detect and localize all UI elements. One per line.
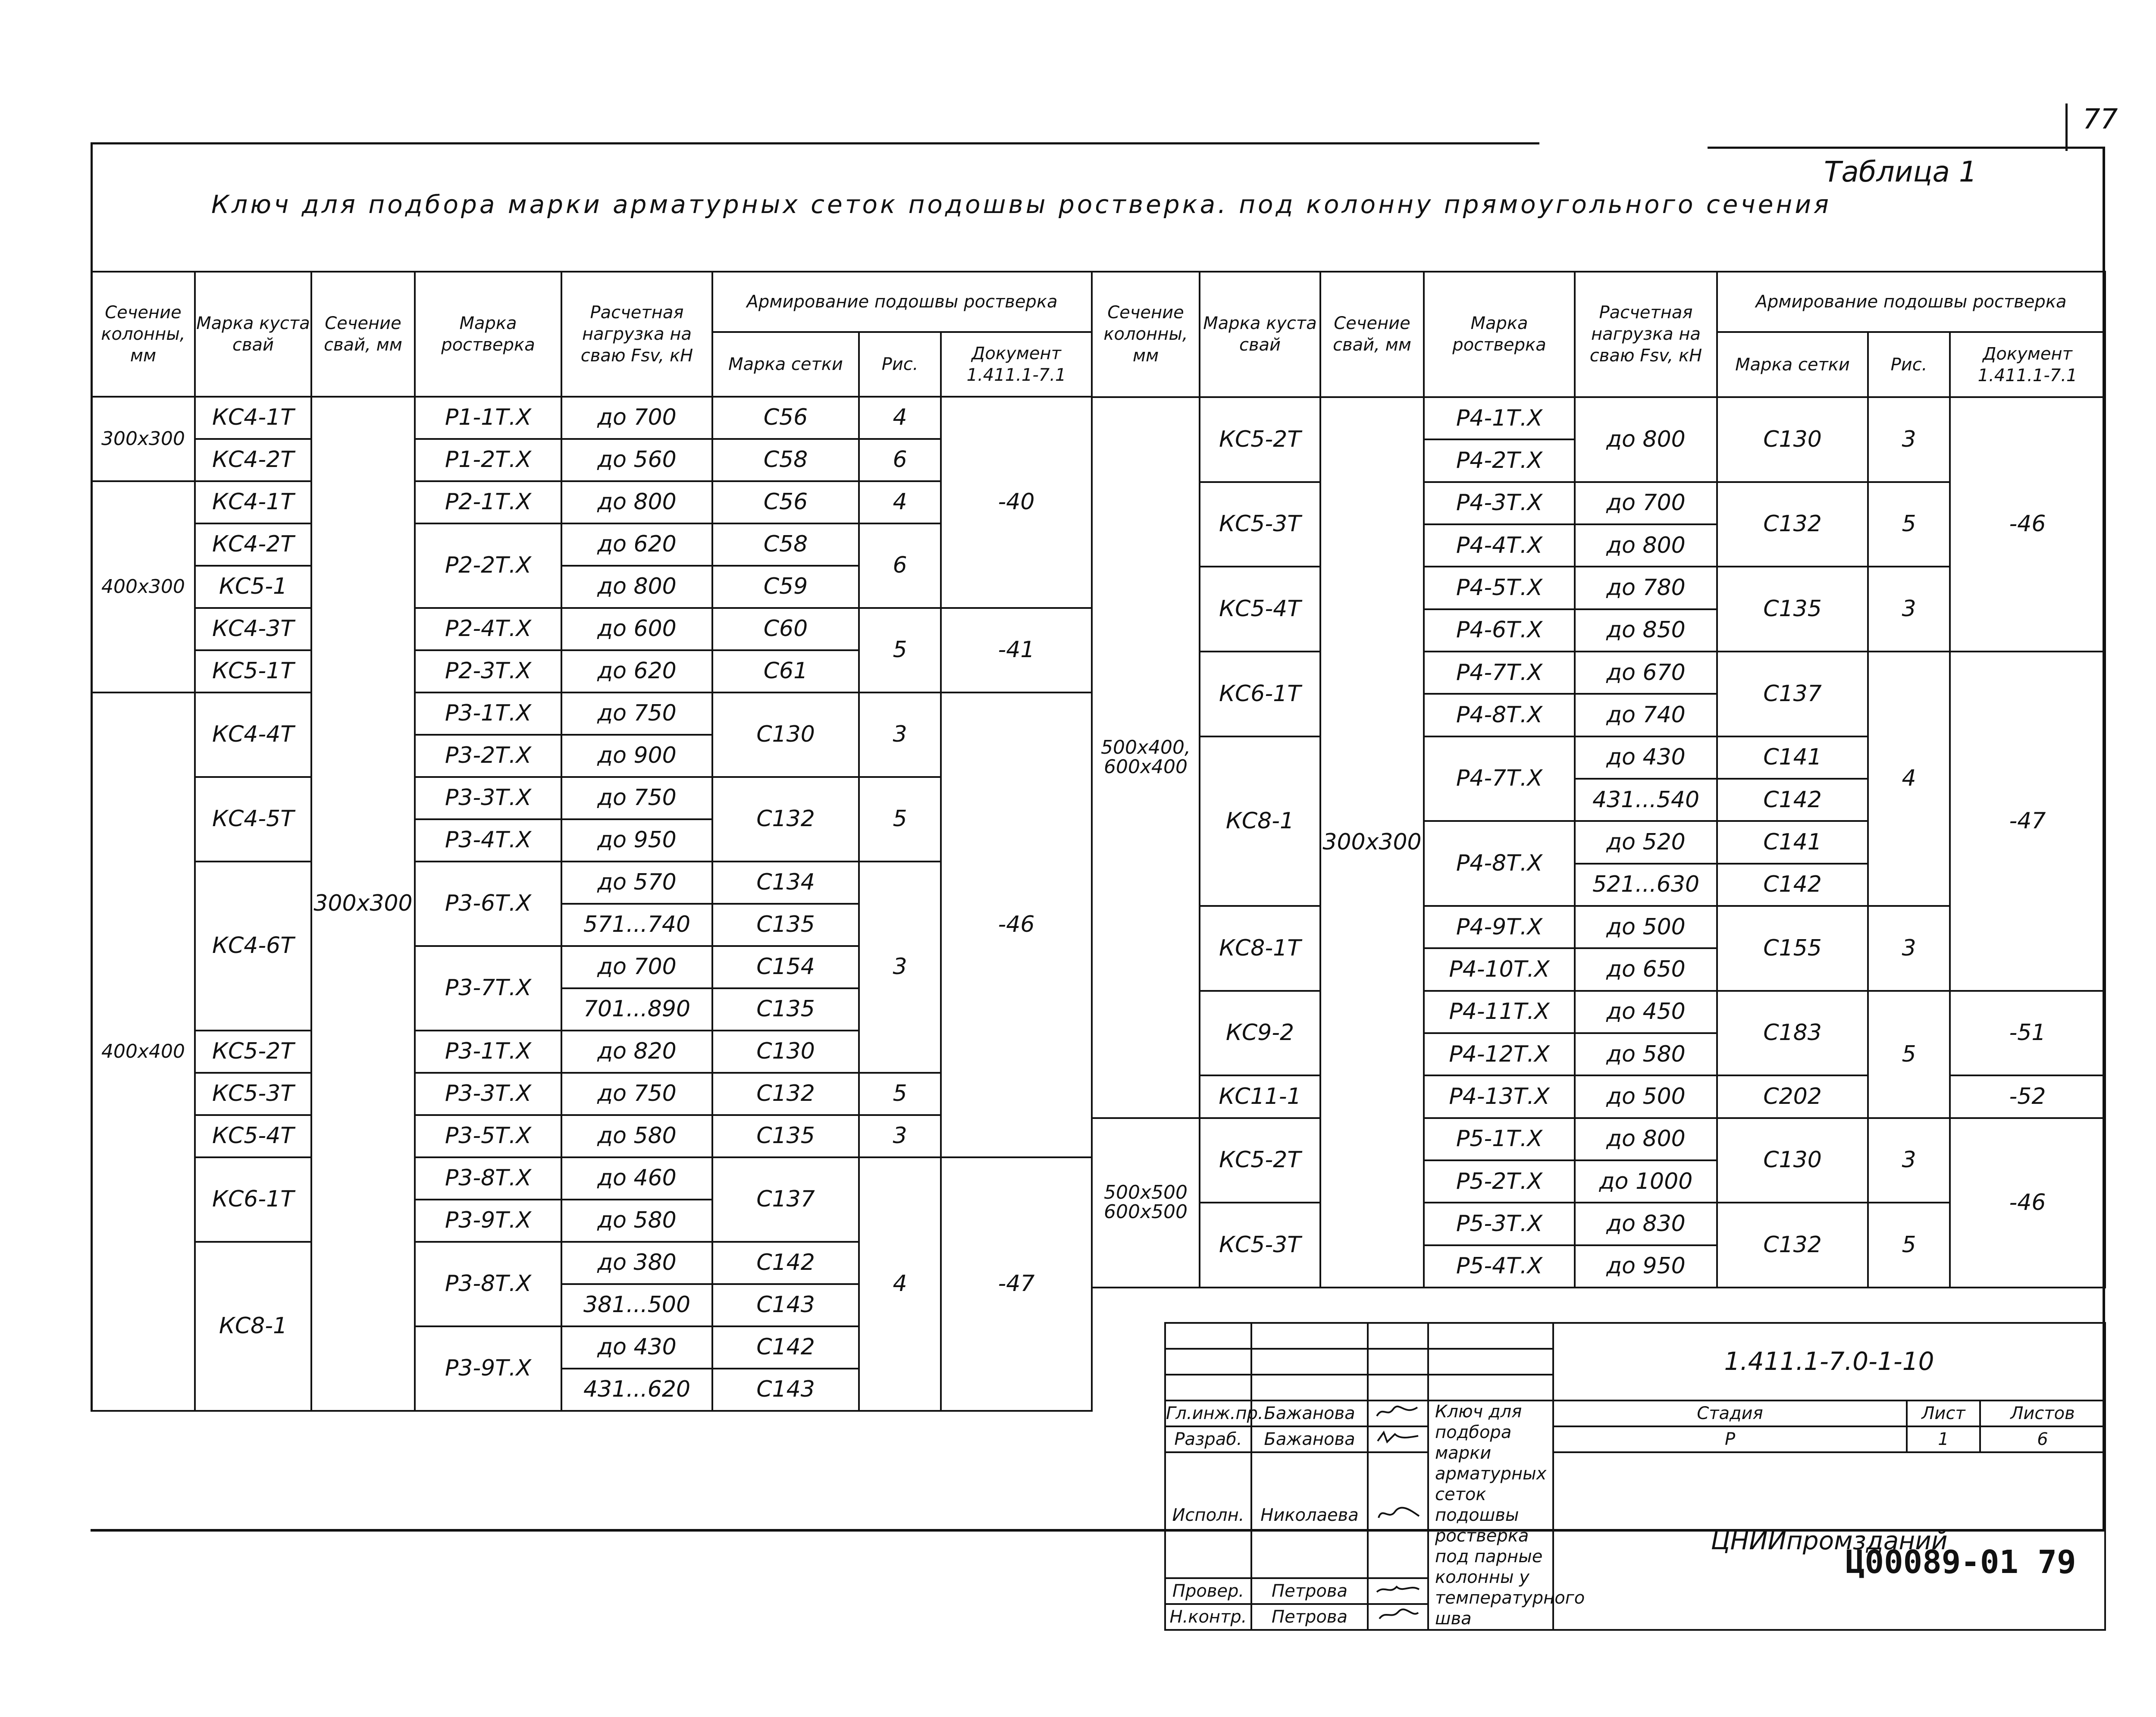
load-cell: до 380 <box>561 1242 712 1284</box>
fig-cell: 4 <box>1868 652 1950 906</box>
load-cell: до 430 <box>561 1326 712 1369</box>
mesh-cell: С56 <box>712 481 859 523</box>
mesh-cell: С130 <box>712 692 859 777</box>
pile-group-cell: КС4-5Т <box>195 777 311 862</box>
fig-cell: 5 <box>859 1073 941 1115</box>
document-code: 1.411.1-7.0-1-10 <box>1553 1323 2105 1401</box>
grillage-cell: Р4-8Т.Х <box>1424 694 1575 736</box>
stamp-blank <box>1251 1323 1368 1349</box>
load-cell: до 800 <box>1575 524 1717 567</box>
sheets-value: 6 <box>1980 1426 2105 1452</box>
load-cell: до 600 <box>561 608 712 650</box>
mesh-cell: С142 <box>1717 864 1868 906</box>
stamp-role: Н.контр. <box>1165 1604 1251 1630</box>
grillage-cell: Р3-1Т.Х <box>415 692 561 735</box>
doc-cell: -52 <box>1950 1075 2105 1118</box>
grillage-cell: Р5-3Т.Х <box>1424 1203 1575 1245</box>
fig-cell: 5 <box>859 777 941 862</box>
pile-group-cell: КС8-1Т <box>1200 906 1320 991</box>
load-cell: до 620 <box>561 650 712 692</box>
stamp-name: Петрова <box>1251 1604 1368 1630</box>
doc-cell: -47 <box>1950 652 2105 991</box>
load-cell: до 560 <box>561 439 712 481</box>
pile-group-cell: КС4-1Т <box>195 397 311 439</box>
mesh-cell: С135 <box>712 904 859 946</box>
doc-cell: -51 <box>1950 991 2105 1076</box>
load-cell: до 820 <box>561 1031 712 1073</box>
mesh-cell: С61 <box>712 650 859 692</box>
section-value: 500x500 <box>1103 1181 1188 1204</box>
grillage-cell: Р3-7Т.Х <box>415 946 561 1031</box>
stamp-role: Провер. <box>1165 1578 1251 1604</box>
stamp-blank <box>1368 1375 1428 1401</box>
col-grillage-header: Марка ростверка <box>415 272 561 397</box>
stamp-name: Николаева <box>1251 1452 1368 1578</box>
load-cell: до 900 <box>561 735 712 777</box>
grillage-cell: Р3-3Т.Х <box>415 1073 561 1115</box>
section-cell <box>1092 1118 1200 1288</box>
sheet-value: 1 <box>1907 1426 1980 1452</box>
load-cell: 431...540 <box>1575 779 1717 821</box>
grillage-cell: Р3-4Т.Х <box>415 819 561 862</box>
left-table <box>91 271 1093 1412</box>
load-cell: до 650 <box>1575 948 1717 990</box>
fig-cell: 5 <box>1868 1203 1950 1288</box>
stamp-signature <box>1368 1604 1428 1630</box>
grillage-cell: Р3-1Т.Х <box>415 1031 561 1073</box>
load-cell: до 750 <box>561 1073 712 1115</box>
grillage-cell: Р3-6Т.Х <box>415 862 561 946</box>
mesh-cell: С130 <box>1717 397 1868 482</box>
grillage-cell: Р4-7Т.Х <box>1424 736 1575 821</box>
stage-label: Стадия <box>1553 1401 1907 1426</box>
mesh-cell: С58 <box>712 523 859 566</box>
load-cell: до 950 <box>1575 1245 1717 1288</box>
stamp-blank <box>1251 1349 1368 1375</box>
mesh-cell: С130 <box>712 1031 859 1073</box>
pile-group-cell: КС8-1 <box>1200 736 1320 906</box>
grillage-cell: Р4-3Т.Х <box>1424 482 1575 524</box>
mesh-cell: С141 <box>1717 821 1868 863</box>
fig-cell: 3 <box>1868 567 1950 652</box>
doc-cell: -47 <box>941 1157 1092 1411</box>
sheets-label: Листов <box>1980 1401 2105 1426</box>
col-pile-section-header: Сечение свай, мм <box>311 272 415 397</box>
mesh-cell: С135 <box>712 988 859 1031</box>
col-pile-group-header: Марка куста свай <box>195 272 311 397</box>
pile-group-cell: КС5-3Т <box>195 1073 311 1115</box>
col-reinforcement-header: Армирование подошвы ростверка <box>712 272 1092 332</box>
doc-cell: -46 <box>1950 1118 2105 1288</box>
col-pile-section-header: Сечение свай, мм <box>1320 272 1424 397</box>
fig-cell: 3 <box>1868 906 1950 991</box>
grillage-cell: Р4-5Т.Х <box>1424 567 1575 609</box>
grillage-cell: Р1-1Т.Х <box>415 397 561 439</box>
col-doc-header: Документ 1.411.1-7.1 <box>941 332 1092 397</box>
top-rule-right <box>1708 147 2104 149</box>
grillage-cell: Р4-9Т.Х <box>1424 906 1575 948</box>
pile-group-cell: КС5-1Т <box>195 650 311 692</box>
stamp-signature <box>1368 1452 1428 1578</box>
mesh-cell: С137 <box>1717 652 1868 736</box>
mesh-cell: С132 <box>712 777 859 862</box>
grillage-cell: Р2-3Т.Х <box>415 650 561 692</box>
grillage-cell: Р4-1Т.Х <box>1424 397 1575 439</box>
fig-cell: 5 <box>1868 991 1950 1118</box>
grillage-cell: Р3-3Т.Х <box>415 777 561 819</box>
col-fig-header: Рис. <box>859 332 941 397</box>
mesh-cell: С154 <box>712 946 859 988</box>
stamp-blank <box>1428 1375 1553 1401</box>
stamp-name: Бажанова <box>1251 1426 1368 1452</box>
stamp-blank <box>1368 1349 1428 1375</box>
fig-cell: 5 <box>859 608 941 692</box>
col-load-header: Расчетная нагрузка на сваю Fsv, кН <box>561 272 712 397</box>
fig-cell: 3 <box>1868 397 1950 482</box>
section-cell: 300x300 <box>91 397 195 481</box>
mesh-cell: С132 <box>712 1073 859 1115</box>
grillage-cell: Р4-7Т.Х <box>1424 652 1575 694</box>
top-rule-left <box>91 142 1539 144</box>
pile-group-cell: КС8-1 <box>195 1242 311 1411</box>
mesh-cell: С141 <box>1717 736 1868 779</box>
col-section-header: Сечение колонны, мм <box>91 272 195 397</box>
grillage-cell: Р5-4Т.Х <box>1424 1245 1575 1288</box>
stamp-blank <box>1165 1349 1251 1375</box>
document-description: Ключ для подбора марки арматурных сеток подошвы ростверка под парные колонны у температурного шва <box>1428 1401 1553 1630</box>
mesh-cell: С130 <box>1717 1118 1868 1203</box>
load-cell: до 700 <box>561 946 712 988</box>
stage-value: Р <box>1553 1426 1907 1452</box>
section-cell: 400x400 <box>91 692 195 1411</box>
fig-cell: 4 <box>859 1157 941 1411</box>
grillage-cell: Р4-13Т.Х <box>1424 1075 1575 1118</box>
fig-cell: 3 <box>859 1115 941 1157</box>
pile-group-cell: КС5-1 <box>195 566 311 608</box>
mesh-cell: С202 <box>1717 1075 1868 1118</box>
mesh-cell: С143 <box>712 1284 859 1326</box>
fig-cell: 3 <box>859 862 941 1073</box>
mesh-cell: С142 <box>712 1242 859 1284</box>
section-value: 500x400, <box>1101 736 1191 758</box>
stamp-signature <box>1368 1401 1428 1426</box>
stamp-blank <box>1251 1375 1368 1401</box>
load-cell: до 750 <box>561 692 712 735</box>
grillage-cell: Р4-2Т.Х <box>1424 439 1575 482</box>
mesh-cell: С135 <box>712 1115 859 1157</box>
pile-group-cell: КС4-1Т <box>195 481 311 523</box>
section-cell: 400x300 <box>91 481 195 692</box>
grillage-cell: Р3-9Т.Х <box>415 1200 561 1242</box>
load-cell: 701...890 <box>561 988 712 1031</box>
stamp-blank <box>1368 1323 1428 1349</box>
load-cell: до 580 <box>1575 1033 1717 1075</box>
pile-group-cell: КС4-4Т <box>195 692 311 777</box>
col-grillage-header: Марка ростверка <box>1424 272 1575 397</box>
organization: ЦНИИпромзданий <box>1553 1452 2105 1630</box>
mesh-cell: С143 <box>712 1369 859 1411</box>
grillage-cell: Р4-6Т.Х <box>1424 609 1575 652</box>
mesh-cell: С142 <box>712 1326 859 1369</box>
col-mesh-header: Марка сетки <box>712 332 859 397</box>
mesh-cell: С132 <box>1717 1203 1868 1288</box>
stamp-role: Разраб. <box>1165 1426 1251 1452</box>
load-cell: до 740 <box>1575 694 1717 736</box>
grillage-cell: Р3-8Т.Х <box>415 1157 561 1200</box>
load-cell: 571...740 <box>561 904 712 946</box>
load-cell: до 430 <box>1575 736 1717 779</box>
load-cell: до 500 <box>1575 906 1717 948</box>
col-section-header: Сечение колонны, мм <box>1092 272 1200 397</box>
fig-cell: 5 <box>1868 482 1950 567</box>
col-load-header: Расчетная нагрузка на сваю Fsv, кН <box>1575 272 1717 397</box>
load-cell: до 780 <box>1575 567 1717 609</box>
pile-group-cell: КС5-4Т <box>195 1115 311 1157</box>
grillage-cell: Р3-2Т.Х <box>415 735 561 777</box>
mesh-cell: С132 <box>1717 482 1868 567</box>
load-cell: до 800 <box>561 481 712 523</box>
grillage-cell: Р4-11Т.Х <box>1424 991 1575 1033</box>
right-table <box>1091 271 2106 1288</box>
archive-number: Ц00089-01 79 <box>1846 1544 2076 1581</box>
fig-cell: 6 <box>859 439 941 481</box>
pile-group-cell: КС4-2Т <box>195 523 311 566</box>
mesh-cell: С56 <box>712 397 859 439</box>
stamp-name: Бажанова <box>1251 1401 1368 1426</box>
grillage-cell: Р3-9Т.Х <box>415 1326 561 1411</box>
pile-group-cell: КС6-1Т <box>1200 652 1320 736</box>
pile-group-cell: КС5-4Т <box>1200 567 1320 652</box>
pile-section-cell: 300x300 <box>311 397 415 1411</box>
stamp-role: Гл.инж.пр. <box>1165 1401 1251 1426</box>
load-cell: до 950 <box>561 819 712 862</box>
mesh-cell: С60 <box>712 608 859 650</box>
col-pile-group-header: Марка куста свай <box>1200 272 1320 397</box>
table-title: Таблица 1 <box>1824 155 1977 188</box>
fig-cell: 4 <box>859 397 941 439</box>
mesh-cell: С155 <box>1717 906 1868 991</box>
col-fig-header: Рис. <box>1868 332 1950 397</box>
pile-group-cell: КС11-1 <box>1200 1075 1320 1118</box>
stamp-role: Исполн. <box>1165 1452 1251 1578</box>
stamp-blank <box>1428 1349 1553 1375</box>
stamp-blank <box>1165 1323 1251 1349</box>
title-block <box>1164 1322 2106 1631</box>
pile-group-cell: КС4-3Т <box>195 608 311 650</box>
fig-cell: 3 <box>859 692 941 777</box>
load-cell: до 830 <box>1575 1203 1717 1245</box>
mesh-cell: С59 <box>712 566 859 608</box>
fig-cell: 4 <box>859 481 941 523</box>
doc-cell: -46 <box>1950 397 2105 652</box>
load-cell: до 500 <box>1575 1075 1717 1118</box>
grillage-cell: Р2-4Т.Х <box>415 608 561 650</box>
load-cell: до 460 <box>561 1157 712 1200</box>
pile-group-cell: КС5-2Т <box>1200 397 1320 482</box>
pile-group-cell: КС5-2Т <box>195 1031 311 1073</box>
stamp-blank <box>1428 1323 1553 1349</box>
page-number-divider <box>2065 103 2068 151</box>
doc-cell: -41 <box>941 608 1092 692</box>
load-cell: до 750 <box>561 777 712 819</box>
stamp-name: Петрова <box>1251 1578 1368 1604</box>
grillage-cell: Р5-1Т.Х <box>1424 1118 1575 1160</box>
grillage-cell: Р3-8Т.Х <box>415 1242 561 1326</box>
mesh-cell: С142 <box>1717 779 1868 821</box>
grillage-cell: Р4-8Т.Х <box>1424 821 1575 906</box>
doc-cell: -46 <box>941 692 1092 1157</box>
stamp-signature <box>1368 1578 1428 1604</box>
load-cell: до 520 <box>1575 821 1717 863</box>
section-cell <box>1092 397 1200 1118</box>
section-value: 600x500 <box>1103 1201 1188 1223</box>
mesh-cell: С135 <box>1717 567 1868 652</box>
mesh-cell: С58 <box>712 439 859 481</box>
section-value: 600x400 <box>1103 755 1188 778</box>
doc-cell: -40 <box>941 397 1092 608</box>
table-heading: Ключ для подбора марки арматурных сеток подошвы ростверка. под колонну прямоугольного сечения <box>211 190 1831 219</box>
load-cell: до 450 <box>1575 991 1717 1033</box>
grillage-cell: Р4-10Т.Х <box>1424 948 1575 990</box>
pile-group-cell: КС9-2 <box>1200 991 1320 1076</box>
pile-group-cell: КС4-2Т <box>195 439 311 481</box>
grillage-cell: Р1-2Т.Х <box>415 439 561 481</box>
load-cell: 521...630 <box>1575 864 1717 906</box>
load-cell: до 700 <box>561 397 712 439</box>
col-reinforcement-header: Армирование подошвы ростверка <box>1717 272 2105 332</box>
load-cell: до 1000 <box>1575 1160 1717 1203</box>
col-doc-header: Документ 1.411.1-7.1 <box>1950 332 2105 397</box>
grillage-cell: Р5-2Т.Х <box>1424 1160 1575 1203</box>
load-cell: до 850 <box>1575 609 1717 652</box>
page-number: 77 <box>2083 103 2118 135</box>
load-cell: до 580 <box>561 1115 712 1157</box>
sheet-label: Лист <box>1907 1401 1980 1426</box>
pile-group-cell: КС5-3Т <box>1200 1203 1320 1288</box>
load-cell: 431...620 <box>561 1369 712 1411</box>
fig-cell: 6 <box>859 523 941 608</box>
load-cell: 381...500 <box>561 1284 712 1326</box>
fig-cell: 3 <box>1868 1118 1950 1203</box>
pile-group-cell: КС6-1Т <box>195 1157 311 1242</box>
load-cell: до 570 <box>561 862 712 904</box>
load-cell: до 800 <box>1575 397 1717 482</box>
load-cell: до 700 <box>1575 482 1717 524</box>
col-mesh-header: Марка сетки <box>1717 332 1868 397</box>
pile-group-cell: КС4-6Т <box>195 862 311 1031</box>
load-cell: до 580 <box>561 1200 712 1242</box>
pile-group-cell: КС5-2Т <box>1200 1118 1320 1203</box>
load-cell: до 800 <box>561 566 712 608</box>
load-cell: до 670 <box>1575 652 1717 694</box>
load-cell: до 620 <box>561 523 712 566</box>
grillage-cell: Р2-1Т.Х <box>415 481 561 523</box>
stamp-signature <box>1368 1426 1428 1452</box>
pile-group-cell: КС5-3Т <box>1200 482 1320 567</box>
grillage-cell: Р2-2Т.Х <box>415 523 561 608</box>
mesh-cell: С134 <box>712 862 859 904</box>
pile-section-cell: 300x300 <box>1320 397 1424 1288</box>
mesh-cell: С137 <box>712 1157 859 1242</box>
grillage-cell: Р3-5Т.Х <box>415 1115 561 1157</box>
stamp-blank <box>1165 1375 1251 1401</box>
load-cell: до 800 <box>1575 1118 1717 1160</box>
grillage-cell: Р4-4Т.Х <box>1424 524 1575 567</box>
grillage-cell: Р4-12Т.Х <box>1424 1033 1575 1075</box>
mesh-cell: С183 <box>1717 991 1868 1076</box>
